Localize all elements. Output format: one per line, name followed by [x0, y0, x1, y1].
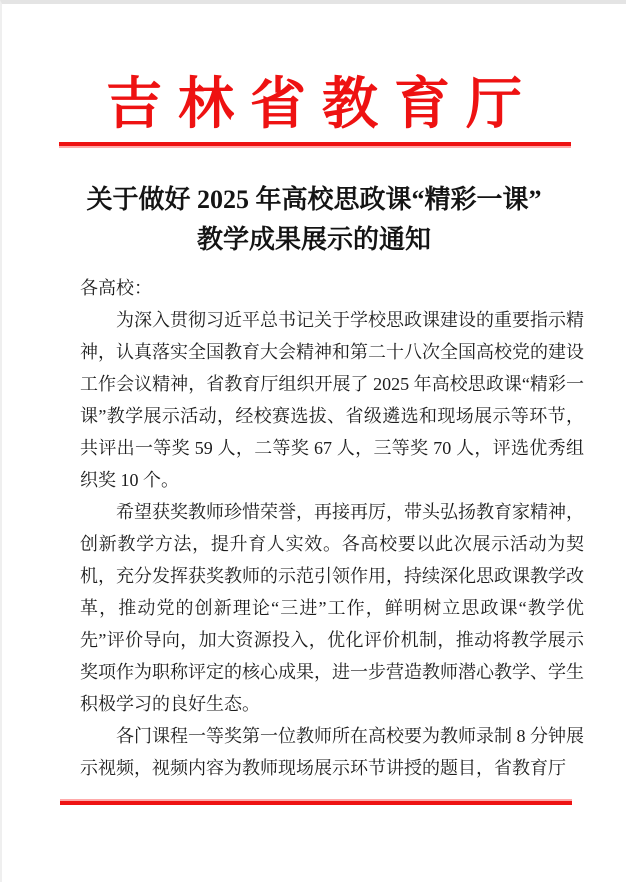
paragraph-overview: 为深入贯彻习近平总书记关于学校思政课建设的重要指示精神，认真落实全国教育大会精神和第二十八次全国高校党的建设工作会议精神，省教育厅组织开展了 2025 年高校思政课“精彩一课”教学展示活动，经校赛选拔、省级遴选和现场展示等环节，共评出一等奖 59 人，二等奖 67 人，三等奖 70 人，评选优秀组织奖 10 个。: [80, 310, 584, 490]
paragraph-video-requirement: 各门课程一等奖第一位教师所在高校要为教师录制 8 分钟展示视频，视频内容为教师现场展示环节讲授的题目，省教育厅: [80, 726, 584, 778]
agency-masthead: 吉林省教育厅: [106, 74, 538, 136]
header-divider-light-bar: [59, 146, 571, 148]
document-title-line2: 教学成果展示的通知: [196, 225, 431, 254]
footer-divider: [60, 799, 572, 805]
document-title-line1: 关于做好 2025 年高校思政课“精彩一课”: [86, 185, 542, 214]
salutation: 各高校：: [80, 278, 152, 298]
paragraph-expectations: 希望获奖教师珍惜荣誉，再接再厉，带头弘扬教育家精神，创新教学方法，提升育人实效。各高校要以此次展示活动为契机，充分发挥获奖教师的示范引领作用，持续深化思政课教学改革，推动党的创新理论“三进”工作，鲜明树立思政课“教学优先”评价导向，加大资源投入，优化评价机制，推动将教学展示奖项作为职称评定的核心成果，进一步营造教师潜心教学、学生积极学习的良好生态。: [80, 502, 584, 714]
footer-divider-main-bar: [60, 801, 572, 805]
header-divider: [59, 142, 571, 148]
document-body: [80, 272, 584, 784]
document-title: [2, 180, 626, 260]
